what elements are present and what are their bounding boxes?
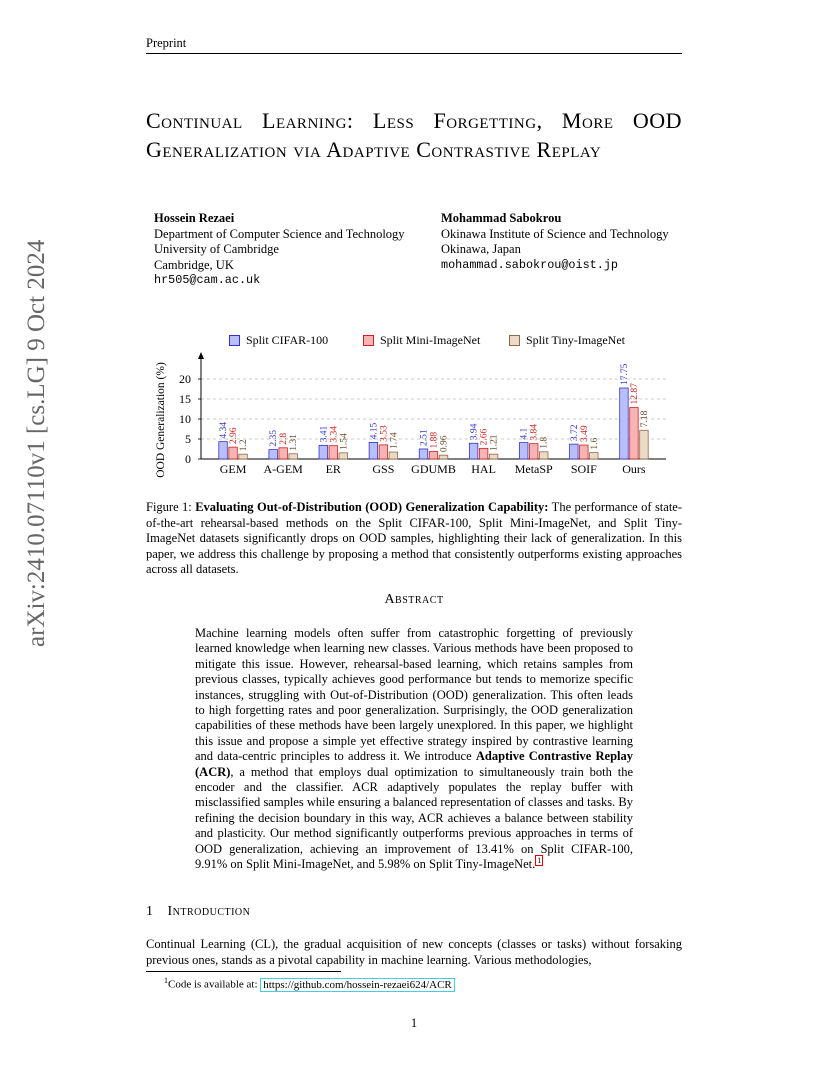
bar bbox=[329, 446, 338, 459]
author-affiliation: University of Cambridge bbox=[154, 242, 279, 257]
author-1 bbox=[154, 211, 405, 289]
abstract-bold: Adaptive Contrastive Replay (ACR) bbox=[195, 749, 633, 779]
bar bbox=[379, 445, 388, 459]
bar bbox=[469, 443, 478, 459]
author-name: Hossein Rezaei bbox=[154, 211, 235, 225]
x-tick-label: MetaSP bbox=[514, 462, 553, 476]
bar bbox=[269, 450, 278, 459]
data-label: 3.41 bbox=[319, 425, 330, 443]
x-tick-label: ER bbox=[325, 462, 341, 476]
x-tick-label: GEM bbox=[219, 462, 247, 476]
author-affiliation: Cambridge, UK bbox=[154, 257, 234, 272]
figure-caption bbox=[146, 500, 682, 578]
data-label: 4.15 bbox=[369, 422, 380, 440]
data-label: 1.2 bbox=[239, 439, 250, 452]
data-label: 3.49 bbox=[579, 425, 590, 443]
y-tick-label: 5 bbox=[185, 432, 191, 446]
bar bbox=[519, 443, 528, 459]
data-label: 2.96 bbox=[229, 427, 240, 445]
bar bbox=[539, 452, 548, 459]
y-tick-label: 20 bbox=[179, 372, 191, 386]
data-label: 1.21 bbox=[489, 434, 500, 452]
caption-bold: Evaluating Out-of-Distribution (OOD) Generalization Capability: bbox=[195, 500, 549, 514]
data-label: 2.66 bbox=[479, 428, 490, 446]
author-affiliation: Department of Computer Science and Technology bbox=[154, 226, 405, 241]
author-2 bbox=[441, 211, 669, 273]
y-axis-arrow bbox=[198, 352, 204, 359]
author-affiliation: Okinawa, Japan bbox=[441, 242, 521, 257]
author-email[interactable]: hr505@cam.ac.uk bbox=[154, 273, 261, 288]
code-link[interactable]: https://github.com/hossein-rezaei624/ACR bbox=[260, 978, 455, 992]
bar bbox=[369, 442, 378, 459]
data-label: 3.53 bbox=[379, 425, 390, 442]
data-label: 2.8 bbox=[279, 432, 290, 445]
abstract-text: , a method that employs dual optimization to simultaneously train both the encoder and the classifier. ACR adaptively populates the replay buffer with misclassified samples while ensuring a balanced representation of classes and tasks. By refining the decision boundary in this way, ACR achieves a balance between stability and plasticity. Our method significantly outperforms previous approaches in terms of OOD generalization, achieving an improvement of 13.41% on Split CIFAR-100, 9.91% on Split Mini-ImageNet, and 5.98% on Split Tiny-ImageNet. bbox=[195, 764, 633, 872]
legend-label: Split Tiny-ImageNet bbox=[526, 333, 626, 347]
legend-label: Split CIFAR-100 bbox=[246, 333, 329, 347]
data-label: 1.74 bbox=[389, 432, 400, 450]
bar bbox=[529, 444, 538, 459]
bar bbox=[229, 447, 238, 459]
data-label: 3.94 bbox=[469, 423, 480, 441]
footnote-link[interactable]: 1 bbox=[537, 856, 542, 866]
abstract-heading: Abstract bbox=[384, 592, 444, 607]
data-label: 4.34 bbox=[219, 422, 230, 439]
author-name: Mohammad Sabokrou bbox=[441, 211, 562, 225]
footnote-rule bbox=[146, 971, 341, 972]
data-label: 7.18 bbox=[639, 410, 650, 428]
bar bbox=[580, 445, 589, 459]
x-tick-label: HAL bbox=[471, 462, 496, 476]
legend-label: Split Mini-ImageNet bbox=[380, 333, 481, 347]
bar bbox=[219, 442, 228, 459]
header-rule bbox=[146, 53, 682, 54]
y-axis-label: OOD Generalization (%) bbox=[155, 362, 167, 478]
caption-prefix: Figure 1: bbox=[146, 500, 196, 514]
page-number: 1 bbox=[410, 1016, 418, 1030]
section-title: Introduction bbox=[167, 904, 251, 919]
bar bbox=[289, 454, 298, 459]
arxiv-identifier: arXiv:2410.07110v1 [cs.LG] 9 Oct 2024 bbox=[23, 239, 50, 647]
data-label: 1.6 bbox=[589, 437, 600, 450]
data-label: 2.35 bbox=[269, 429, 280, 447]
x-tick-label: Ours bbox=[622, 462, 646, 476]
bar bbox=[570, 444, 579, 459]
data-label: 3.72 bbox=[569, 424, 580, 442]
bar bbox=[640, 430, 649, 459]
data-label: 17.75 bbox=[619, 363, 630, 385]
section-number: 1 bbox=[146, 904, 154, 919]
data-label: 1.31 bbox=[289, 434, 300, 451]
data-label: 2.51 bbox=[419, 429, 430, 446]
intro-paragraph: Continual Learning (CL), the gradual acquisition of new concepts (classes or tasks) without forsaking previous ones, stands as a pivotal capability in machine learning. Various methodologies, bbox=[146, 937, 682, 967]
y-tick-label: 10 bbox=[179, 412, 191, 426]
x-tick-label: SOIF bbox=[570, 462, 597, 476]
data-label: 3.84 bbox=[529, 424, 540, 441]
bar bbox=[419, 449, 428, 459]
y-tick-label: 0 bbox=[185, 452, 191, 466]
data-label: 12.87 bbox=[629, 383, 640, 405]
paper-title: Continual Learning: Less Forgetting, More OOD Generalization via Adaptive Contrastive Replay bbox=[146, 108, 682, 162]
footnote-mark: 1 bbox=[164, 976, 168, 985]
data-label: 3.34 bbox=[329, 426, 340, 443]
author-affiliation: Okinawa Institute of Science and Technology bbox=[441, 226, 669, 241]
data-label: 1.54 bbox=[339, 433, 350, 450]
bar bbox=[389, 452, 398, 459]
bar bbox=[239, 454, 248, 459]
data-label: 4.1 bbox=[519, 427, 530, 440]
x-tick-label: GDUMB bbox=[411, 462, 456, 476]
caption-text: The performance of state-of-the-art rehearsal-based methods on the Split CIFAR-100, Split Mini-ImageNet, and Split Tiny-ImageNet datasets significantly drops on OOD samples, highlighting their lack of generalization. In this paper, we address this challenge by proposing a method that consistently outperforms existing approaches across all datasets. bbox=[146, 500, 683, 577]
x-tick-label: A-GEM bbox=[263, 462, 303, 476]
data-label: 0.96 bbox=[439, 435, 450, 453]
bar bbox=[630, 408, 639, 459]
y-tick-label: 15 bbox=[179, 392, 191, 406]
bar-chart bbox=[140, 325, 680, 485]
bar bbox=[429, 451, 438, 459]
bar bbox=[479, 448, 488, 459]
author-email[interactable]: mohammad.sabokrou@oist.jp bbox=[441, 257, 618, 272]
running-header: Preprint bbox=[146, 36, 187, 50]
bar bbox=[439, 455, 448, 459]
section-heading bbox=[146, 904, 250, 920]
footnote-text: Code is available at: bbox=[168, 978, 261, 991]
data-label: 1.8 bbox=[539, 436, 550, 449]
data-label: 1.88 bbox=[429, 431, 440, 449]
bar bbox=[590, 453, 599, 459]
bar bbox=[279, 448, 288, 459]
bar bbox=[339, 453, 348, 459]
bar bbox=[620, 388, 629, 459]
bar bbox=[489, 454, 498, 459]
abstract-text: Machine learning models often suffer from catastrophic forgetting of previously learned knowledge when learning new classes. Various methods have been proposed to mitigate this issue. However, rehearsal-based learning, which retains samples from previous classes, typically achieves good performance but tends to memorize specific instances, struggling with Out-of-Distribution (OOD) generalization. This often leads to high forgetting rates and poor generalization. Surprisingly, the OOD generalization capabilities of these methods have been largely unexplored. In this paper, we highlight this issue and propose a simple yet effective strategy inspired by contrastive learning and data-centric principles to address it. We introduce bbox=[195, 626, 633, 764]
footnote bbox=[164, 976, 455, 991]
abstract-body bbox=[195, 626, 633, 873]
x-tick-label: GSS bbox=[372, 462, 395, 476]
bar bbox=[319, 445, 328, 459]
